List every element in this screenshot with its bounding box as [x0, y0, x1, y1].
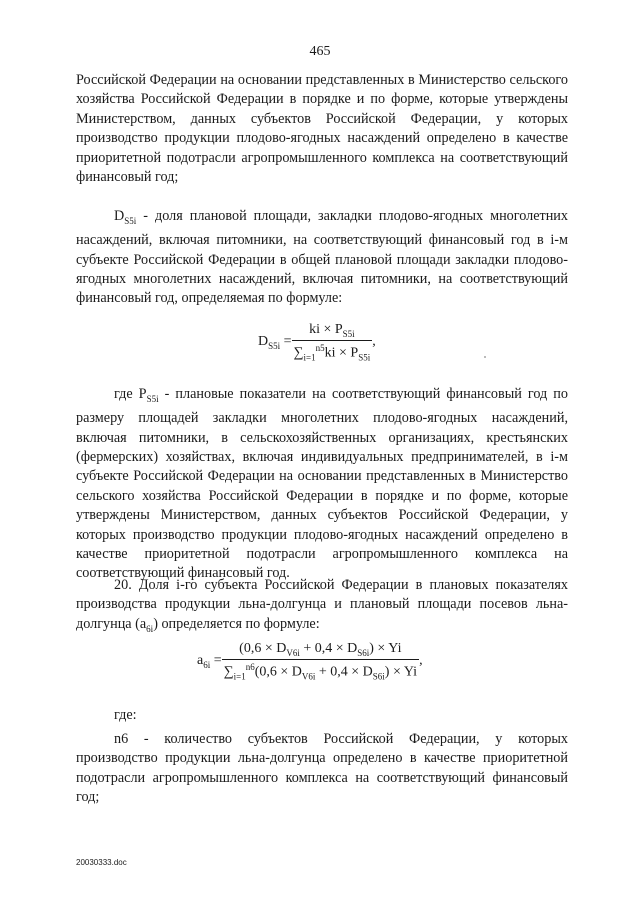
paragraph-2	[76, 207, 568, 309]
formula-share-6i	[197, 641, 423, 681]
paragraph-4	[76, 576, 568, 639]
paragraph-5	[76, 706, 568, 725]
paragraph-3-text: где $P_{S5i}$ - плановые показатели на соответствующий финансовый год по размеру площадей закладки многолетних плодово-ягодных насаждений, включая питомники, в сельскохозяйственных организациях, крестьянских (фермерских) хозяйствах, включая индивидуальных предпринимателей, в i-м субъекте Российской Федерации на основании представленных в Министерство сельского хозяйства Российской Федерации в порядке и по форме, которые утверждены Министерством, данных субъектов Российской Федерации, у которых производство продукции плодово-ягодных насаждений определено в качестве приоритетной подотрасли агропромышленного комплекса на соответствующий финансовый год.	[76, 386, 568, 582]
scan-artifact	[484, 356, 486, 358]
paragraph-1-text: Российской Федерации на основании представленных в Министерство сельского хозяйства Российской Федерации в порядке и по форме, которые утверждены Министерством, данных субъектов Российской Федерации, у которых производство продукции плодово-ягодных насаждений определено в качестве приоритетной подотрасли агропромышленного комплекса на соответствующий финансовый год;	[76, 72, 568, 186]
paragraph-4-text: 20. Доля i-го субъекта Российской Федерации в плановых показателях производства продукции льна-долгунца и плановый площади посевов льна-долгунца $(a_{6i})$ определяется по формуле:	[76, 577, 568, 634]
formula-2-denominator: $\sum_{i=1}^{n6}(0,6 \times D_{V6i} + 0,4 \times D_{S6i}) \times Yi$	[222, 659, 419, 681]
formula-2-comma: ,	[419, 653, 423, 669]
symbol-d-subscript: S5i	[124, 215, 137, 226]
formula-1-fraction	[292, 322, 373, 362]
paragraph-2-text	[76, 207, 568, 309]
formula-2-numerator: $(0,6 \times D_{V6i} + 0,4 \times D_{S6i}) \times Yi$	[239, 641, 402, 658]
paragraph-6-text: n6 - количество субъектов Российской Федерации, у которых производство продукции льна-долгунца определено в качестве приоритетной подотрасли агропромышленного комплекса на соответствующий финансовый год;	[76, 731, 568, 806]
formula-2-lhs: $a_{6i}$ =	[197, 652, 222, 670]
paragraph-5-text: где:	[114, 707, 137, 723]
formula-2-fraction	[222, 641, 419, 681]
footer-filename: 20030333.doc	[76, 858, 127, 867]
paragraph-2-body: - доля плановой площади, закладки плодово-ягодных многолетних насаждений, включая питомники, на соответствующий финансовый год в i-м субъекте Российской Федерации в общей плановой площади закладки плодово-ягодных многолетних насаждений, включая питомники, на соответствующий финансовый год, определяемая по формуле:	[76, 208, 568, 307]
formula-1-comma: ,	[372, 334, 376, 350]
formula-1-denominator: $\sum_{i=1}^{n5}ki \times P_{S5i}$	[292, 340, 373, 362]
formula-1-numerator: ki × $P_{S5i}$	[309, 322, 355, 339]
page-number: 465	[309, 44, 331, 59]
paragraph-6	[76, 730, 568, 808]
paragraph-3	[76, 385, 568, 584]
paragraph-1	[76, 71, 568, 187]
formula-share-s5i	[258, 322, 376, 362]
symbol-d: D	[114, 208, 125, 224]
formula-1-lhs: $D_{S5i}$ =	[258, 333, 292, 351]
